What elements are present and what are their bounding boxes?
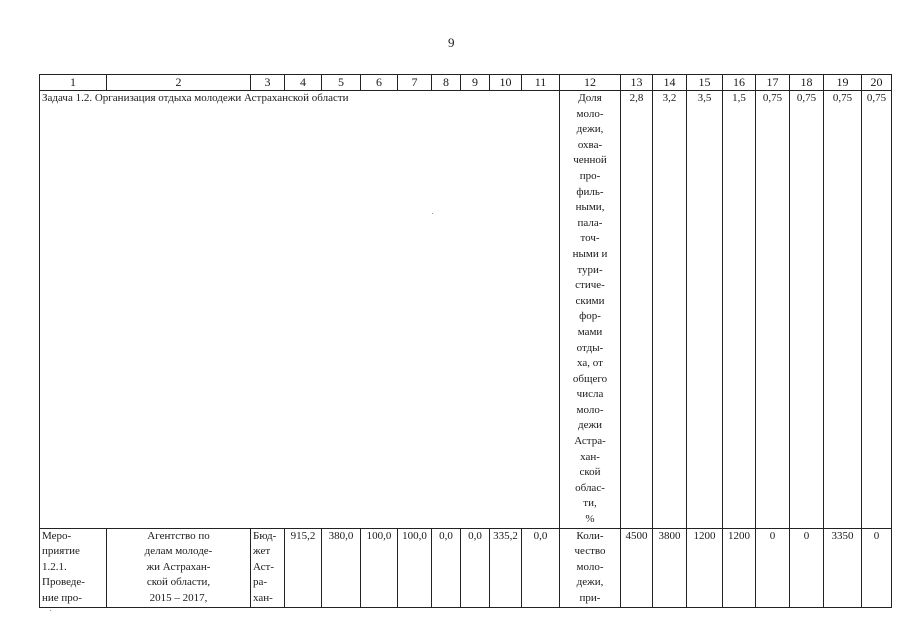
indicator-value: 0,75 [790, 91, 824, 529]
col-header: 20 [862, 75, 892, 91]
col-header: 2 [107, 75, 251, 91]
indicator-value: 0,75 [824, 91, 862, 529]
indicator-value: 3,5 [687, 91, 723, 529]
col-header: 6 [361, 75, 398, 91]
col-header: 3 [251, 75, 285, 91]
col-header: 11 [522, 75, 560, 91]
col-header: 12 [560, 75, 621, 91]
col-header: 10 [490, 75, 522, 91]
col-header: 18 [790, 75, 824, 91]
finance-value: 0,0 [461, 528, 490, 607]
finance-value: 915,2 [285, 528, 322, 607]
activity-name: Меро- приятие 1.2.1. Проведе- ние про- [40, 528, 107, 607]
col-header: 1 [40, 75, 107, 91]
finance-value: 335,2 [490, 528, 522, 607]
activity-funding-source: Бюд- жет Аст- ра- хан- [251, 528, 285, 607]
page-number: 9 [448, 35, 455, 50]
header-row [40, 75, 892, 91]
indicator-value: 0 [756, 528, 790, 607]
col-header: 8 [432, 75, 461, 91]
indicator-value: 1200 [687, 528, 723, 607]
col-header: 7 [398, 75, 432, 91]
indicator-value: 3800 [653, 528, 687, 607]
finance-value: 0,0 [432, 528, 461, 607]
program-table [39, 74, 892, 608]
indicator-value: 2,8 [621, 91, 653, 529]
finance-value: 100,0 [361, 528, 398, 607]
scan-speck [432, 213, 433, 214]
scan-speck [50, 610, 51, 611]
task-row [40, 91, 892, 529]
col-header: 13 [621, 75, 653, 91]
indicator-value: 0,75 [862, 91, 892, 529]
indicator-value: 1200 [723, 528, 756, 607]
indicator-value: 4500 [621, 528, 653, 607]
col-header: 14 [653, 75, 687, 91]
indicator-value: 0,75 [756, 91, 790, 529]
col-header: 5 [322, 75, 361, 91]
col-header: 19 [824, 75, 862, 91]
indicator-value: 0 [790, 528, 824, 607]
indicator-value: 3,2 [653, 91, 687, 529]
indicator-value: 0 [862, 528, 892, 607]
task-indicator: Доля моло- дежи, охва- ченной про- филь- ными, пала- точ- ными и тури- стиче- скими фор- мами отды- ха, от общего числа моло- дежи Астра- хан- ской облас- ти, % [560, 91, 621, 529]
activity-row [40, 528, 892, 607]
activity-indicator: Коли- чество моло- дежи, при- [560, 528, 621, 607]
activity-executor: Агентство по делам молоде- жи Астрахан- ской области, 2015 – 2017, [107, 528, 251, 607]
task-title: Задача 1.2. Организация отдыха молодежи Астраханской области [40, 91, 560, 529]
finance-value: 380,0 [322, 528, 361, 607]
finance-value: 0,0 [522, 528, 560, 607]
col-header: 4 [285, 75, 322, 91]
col-header: 15 [687, 75, 723, 91]
indicator-value: 3350 [824, 528, 862, 607]
col-header: 17 [756, 75, 790, 91]
finance-value: 100,0 [398, 528, 432, 607]
indicator-value: 1,5 [723, 91, 756, 529]
col-header: 9 [461, 75, 490, 91]
col-header: 16 [723, 75, 756, 91]
